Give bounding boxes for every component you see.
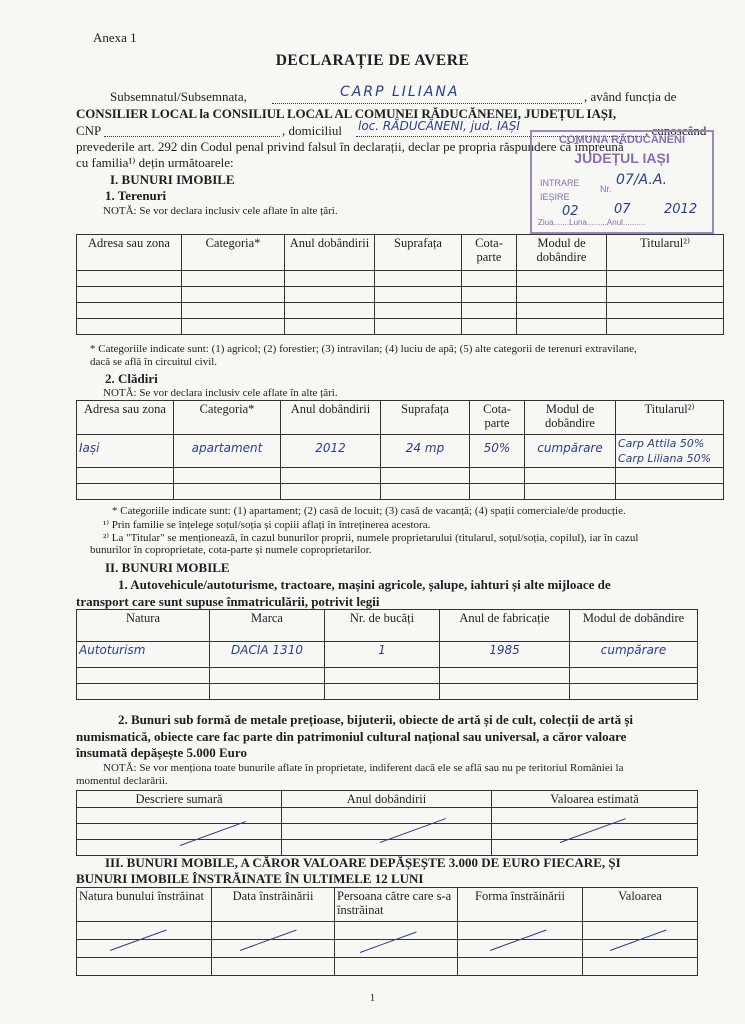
stamp-year: 2012 [664, 202, 698, 217]
land-heading: 1. Terenuri [105, 188, 167, 203]
bld-col-year: Anul dobândirii [281, 401, 381, 435]
buildings-table [76, 400, 724, 500]
owner-footnote-1: ²⁾ La "Titular" se menționează, în cazul bunurilor proprii, numele proprietarului (titularul, soțul/soția, copilul), iar în cazul [103, 532, 639, 544]
intro-prefix: Subsemnatul/Subsemnata, [110, 89, 247, 104]
buildings-heading: 2. Clădiri [105, 371, 158, 386]
stamp-date-labels: Ziua.......Luna.........Anul.......... [538, 218, 646, 227]
owner-footnote-2: bunurilor în coproprietate, cota-parte și numele coproprietarilor. [90, 544, 372, 556]
al-col-person: Persoana către care s-a înstrăinat [335, 888, 458, 922]
section-3-heading-1: III. BUNURI MOBILE, A CĂROR VALOARE DEPĂȘEȘTE 3.000 DE EURO FIECARE, ȘI [105, 855, 621, 870]
table-row [77, 287, 724, 303]
valuables-table [76, 790, 698, 856]
land-footnote-2: dacă se află în circuitul civil. [90, 356, 218, 368]
stamp-county: JUDEȚUL IAȘI [574, 150, 670, 166]
bld-owner-1: Carp Attila 50% [618, 437, 705, 450]
stamp-intrare: INTRARE [540, 178, 580, 188]
veh-col-count: Nr. de bucăți [325, 610, 440, 642]
stamp-day: 02 [562, 204, 579, 219]
veh-col-mode: Modul de dobândire [570, 610, 698, 642]
veh-mode: cumpărare [570, 642, 698, 668]
section-2-heading: II. BUNURI MOBILE [105, 560, 230, 575]
declarant-name: CARP LILIANA [340, 84, 460, 100]
table-row [77, 468, 724, 484]
domicile-label: , domiciliul [282, 123, 342, 138]
valuables-note-2: momentul declarării. [76, 775, 168, 787]
veh-col-year: Anul de fabricație [440, 610, 570, 642]
bld-col-category: Categoria* [174, 401, 281, 435]
bld-col-share: Cota-parte [470, 401, 525, 435]
table-row [77, 808, 698, 824]
valuables-note-1: NOTĂ: Se vor menționa toate bunurile aflate în proprietate, indiferent dacă ele se află sau nu pe teritoriul României la [103, 762, 624, 774]
alienated-table [76, 887, 698, 976]
legal-statement: prevederile art. 292 din Codul penal privind falsul în declarații, declar pe propria răspundere că împreună [76, 139, 624, 154]
bld-col-address: Adresa sau zona [77, 401, 174, 435]
bld-col-mode: Modul de dobândire [525, 401, 616, 435]
vehicles-table [76, 609, 698, 700]
al-col-nature: Natura bunului înstrăinat [77, 888, 212, 922]
land-col-area: Suprafața [375, 235, 462, 271]
table-row [77, 271, 724, 287]
family-statement: cu familia¹⁾ dețin următoarele: [76, 155, 234, 170]
bld-owner-2: Carp Liliana 50% [618, 452, 712, 465]
veh-col-brand: Marca [210, 610, 325, 642]
table-row [77, 684, 698, 700]
al-col-date: Data înstrăinării [212, 888, 335, 922]
veh-year: 1985 [440, 642, 570, 668]
table-row [77, 484, 724, 500]
domicile-value: loc. RĂDUCĂNENI, jud. IAȘI [358, 119, 520, 133]
section-3-heading-2: BUNURI IMOBILE ÎNSTRĂINATE ÎN ULTIMELE 12 LUNI [76, 871, 424, 886]
bld-year: 2012 [281, 435, 381, 468]
bld-category: apartament [174, 435, 281, 468]
family-footnote: ¹⁾ Prin familie se înțelege soțul/soția și copiii aflați în întreținerea acestora. [103, 519, 431, 531]
val-col-value: Valoarea estimată [492, 791, 698, 808]
bld-col-area: Suprafața [381, 401, 470, 435]
valuables-heading-2: numismatică, obiecte care fac parte din patrimoniul cultural național sau universal, a căror valoare [76, 729, 627, 744]
veh-nature: Autoturism [77, 642, 210, 668]
bld-mode: cumpărare [525, 435, 616, 468]
registration-stamp [530, 130, 714, 234]
valuables-heading-1: 2. Bunuri sub formă de metale prețioase, bijuterii, obiecte de artă și de cult, colecții de artă și [118, 712, 633, 727]
al-col-form: Forma înstrăinării [458, 888, 583, 922]
table-row [77, 840, 698, 856]
buildings-header-row [77, 401, 724, 435]
land-header-row [77, 235, 724, 271]
alienated-header-row [77, 888, 698, 922]
stamp-commune: COMUNA RĂDUCĂNENI [558, 134, 686, 146]
table-row [77, 922, 698, 940]
val-col-description: Descriere sumară [77, 791, 282, 808]
vehicles-heading-cont: transport care sunt supuse înmatriculării, potrivit legii [76, 594, 380, 609]
valuables-heading-3: însumată depășește 5.000 Euro [76, 745, 247, 760]
veh-brand: DACIA 1310 [210, 642, 325, 668]
buildings-footnote-1: * Categoriile indicate sunt: (1) apartament; (2) casă de locuit; (3) casă de vacanță; (4) spații comerciale/de producție. [112, 505, 626, 517]
land-note: NOTĂ: Se vor declara inclusiv cele aflate în alte țări. [103, 205, 338, 217]
stamp-iesire: IEȘIRE [540, 192, 570, 202]
cnp-label: CNP [76, 123, 102, 138]
bld-area: 24 mp [381, 435, 470, 468]
cnp-underline [104, 136, 280, 137]
bld-col-owner: Titularul²⁾ [616, 401, 724, 435]
land-table [76, 234, 724, 335]
bld-owner [616, 435, 724, 468]
stamp-month: 07 [614, 202, 631, 217]
name-underline [272, 103, 582, 104]
position-line: CONSILIER LOCAL la CONSILIUL LOCAL AL COMUNEI RĂDUCĂNENEI, JUDEȚUL IAȘI, [76, 106, 617, 121]
table-row [77, 958, 698, 976]
land-col-category: Categoria* [182, 235, 285, 271]
valuables-header-row [77, 791, 698, 808]
land-col-year: Anul dobândirii [285, 235, 375, 271]
vehicles-heading: 1. Autovehicule/autoturisme, tractoare, mașini agricole, șalupe, iahturi și alte mijloace de [118, 577, 611, 592]
domicile-suffix: , cunoscând [645, 123, 707, 138]
annex-label: Anexa 1 [93, 30, 137, 45]
page-number: 1 [369, 992, 376, 1004]
land-col-owner: Titularul²⁾ [607, 235, 724, 271]
section-1-heading: I. BUNURI IMOBILE [110, 172, 235, 187]
val-col-year: Anul dobândirii [282, 791, 492, 808]
stamp-nr-label: Nr. [600, 184, 612, 194]
land-col-address: Adresa sau zona [77, 235, 182, 271]
buildings-note: NOTĂ: Se vor declara inclusiv cele aflate în alte țări. [103, 387, 338, 399]
table-row [77, 642, 698, 668]
vehicles-header-row [77, 610, 698, 642]
bld-address: Iași [77, 435, 174, 468]
table-row [77, 303, 724, 319]
land-col-share: Cota-parte [462, 235, 517, 271]
table-row [77, 319, 724, 335]
land-footnote-1: * Categoriile indicate sunt: (1) agricol; (2) forestier; (3) intravilan; (4) luciu de apă; (5) alte categorii de terenuri extravilane, [90, 343, 637, 355]
document-title: DECLARAȚIE DE AVERE [275, 52, 470, 69]
land-col-mode: Modul de dobândire [517, 235, 607, 271]
intro-suffix: , având funcția de [584, 89, 677, 104]
veh-col-nature: Natura [77, 610, 210, 642]
bld-share: 50% [470, 435, 525, 468]
stamp-number: 07/A.A. [616, 172, 668, 188]
al-col-value: Valoarea [583, 888, 698, 922]
veh-count: 1 [325, 642, 440, 668]
table-row [77, 435, 724, 468]
table-row [77, 668, 698, 684]
